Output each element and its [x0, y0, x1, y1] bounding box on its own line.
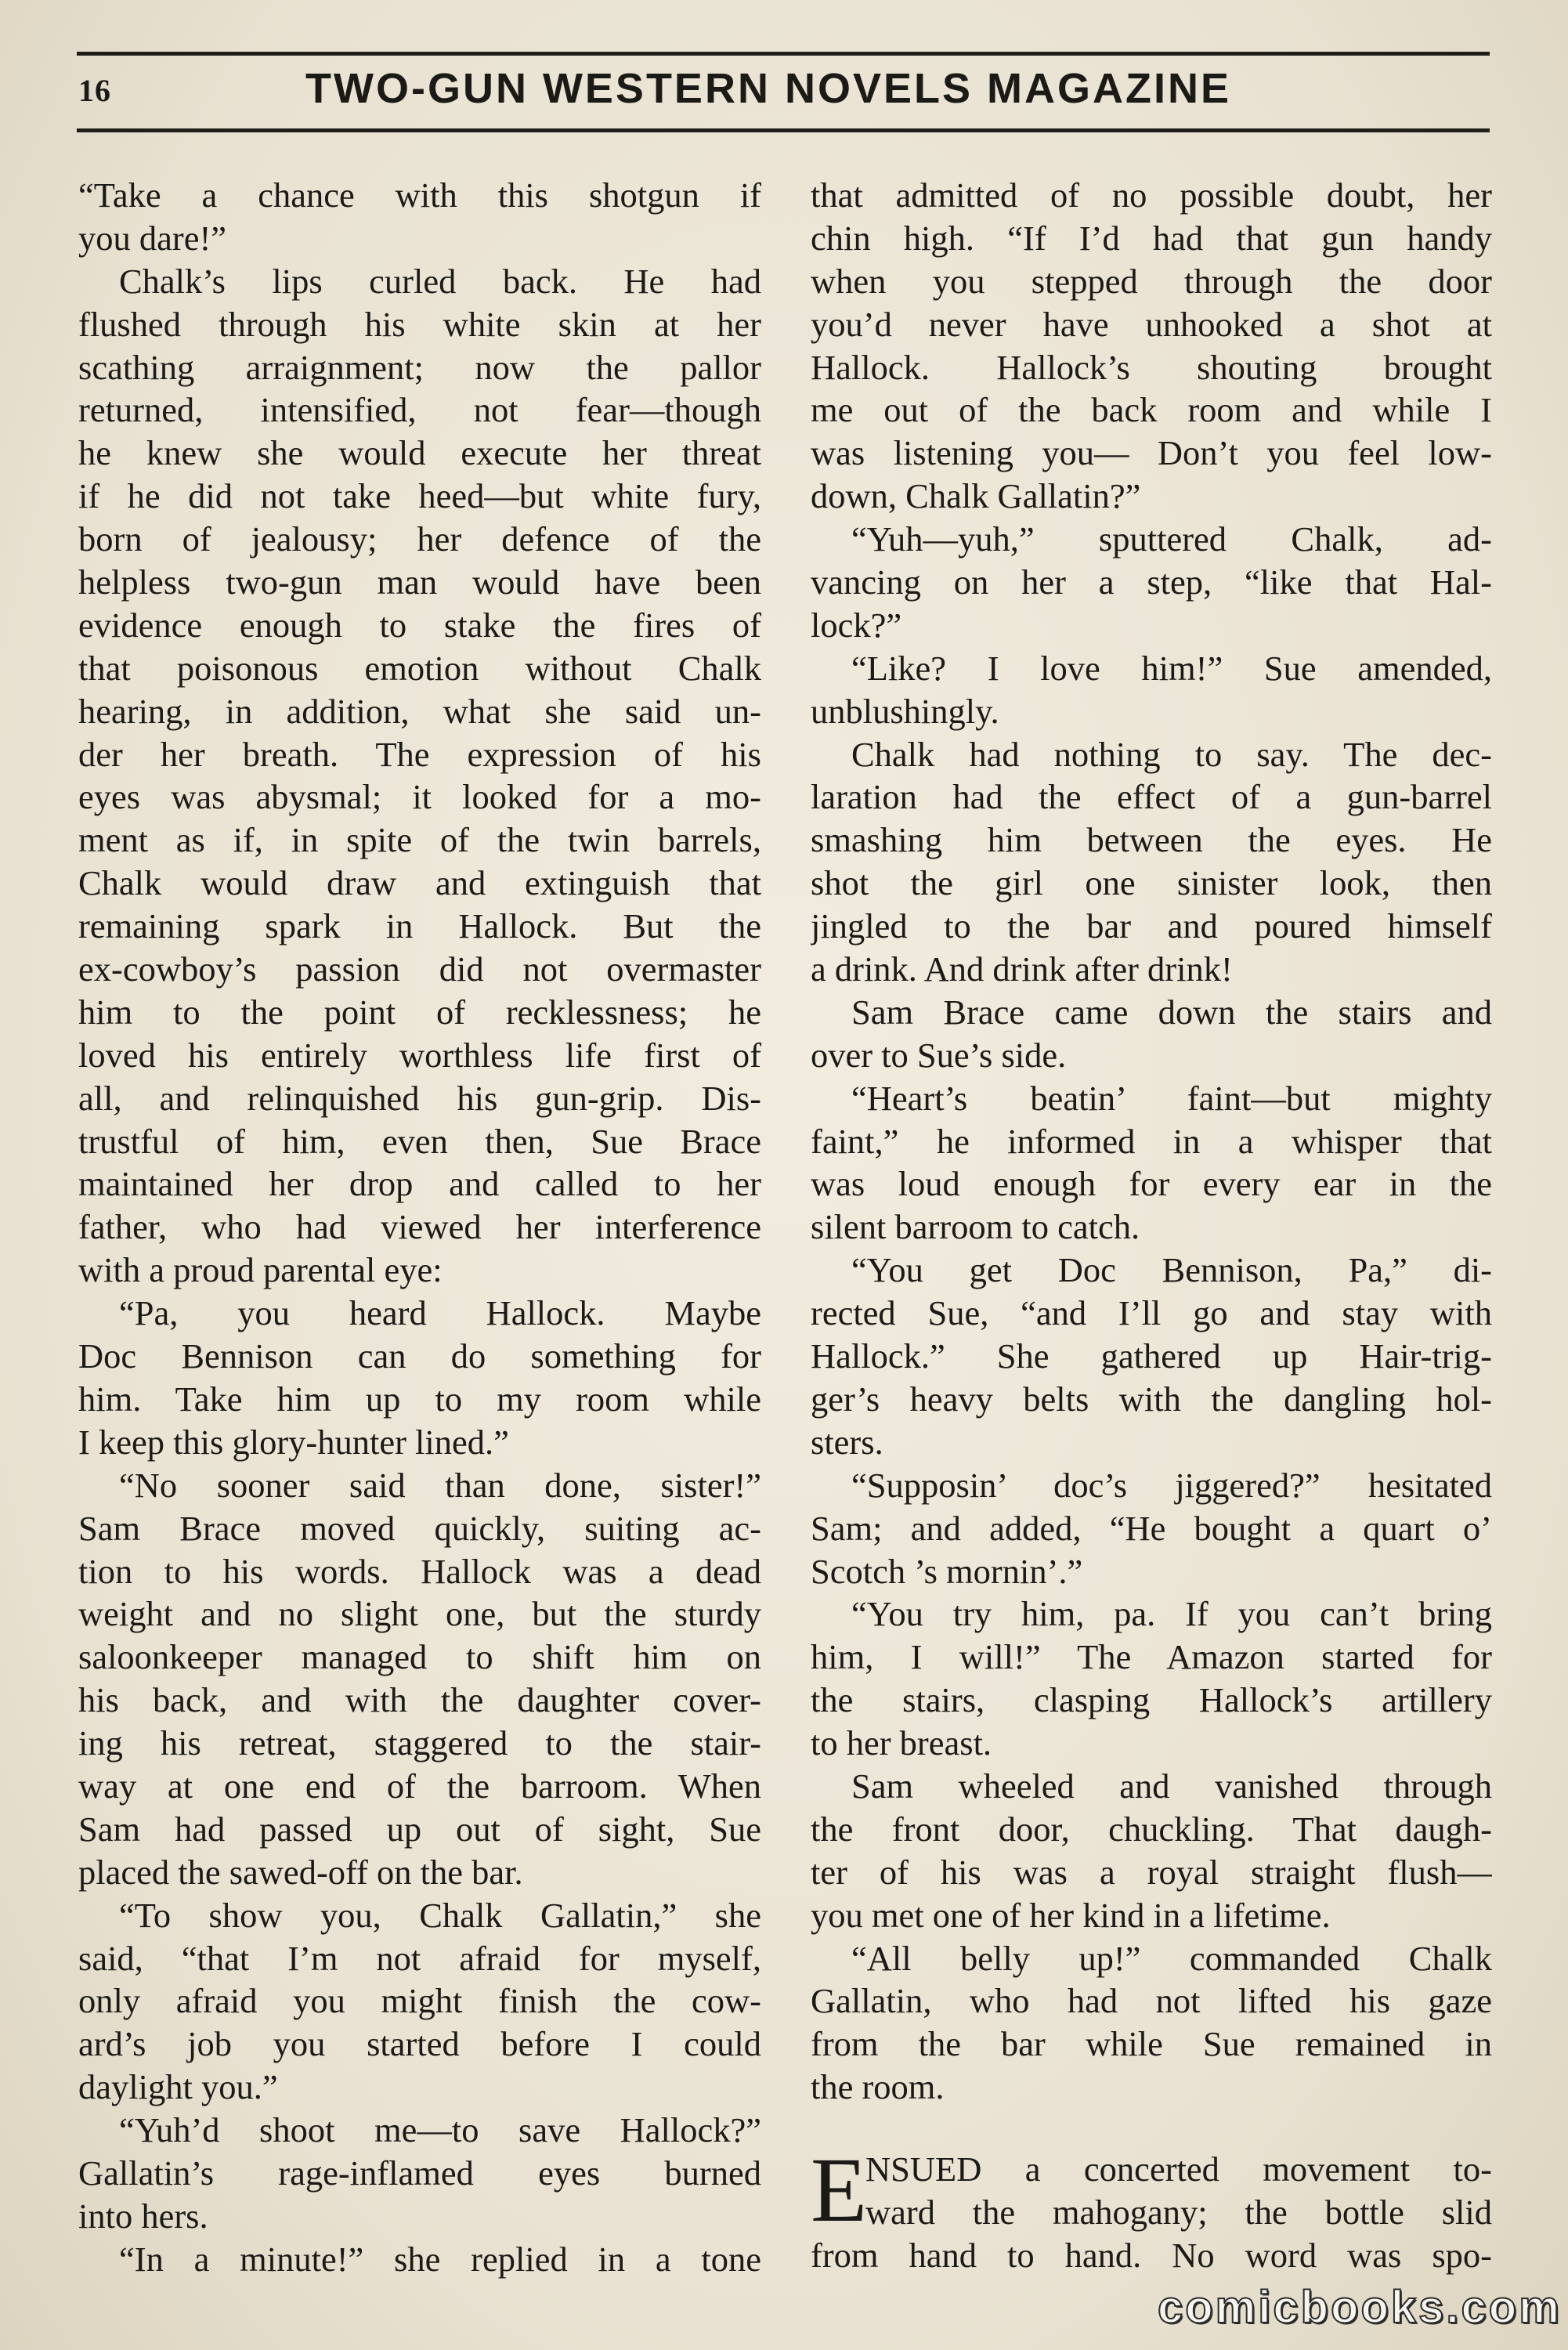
- text-line: der her breath. The expression of his: [78, 734, 761, 774]
- text-line: way at one end of the barroom. When: [78, 1766, 761, 1806]
- text-line: Doc Bennison can do something for: [78, 1336, 761, 1376]
- text-line: tion to his words. Hallock was a dead: [78, 1551, 761, 1591]
- text-line: Chalk would draw and extinguish that: [78, 863, 761, 903]
- text-line: he knew she would execute her threat: [78, 433, 761, 473]
- text-line: laration had the effect of a gun-barrel: [811, 777, 1492, 817]
- text-line: saloonkeeper managed to shift him on: [78, 1637, 761, 1677]
- text-line: “All belly up!” commanded Chalk: [851, 1938, 1492, 1978]
- text-line: smashing him between the eyes. He: [811, 820, 1492, 860]
- text-line: all, and relinquished his gun-grip. Dis-: [78, 1078, 761, 1118]
- text-line: “Pa, you heard Hallock. Maybe: [119, 1293, 761, 1333]
- text-line: jingled to the bar and poured himself: [811, 906, 1492, 946]
- text-line: maintained her drop and called to her: [78, 1164, 761, 1204]
- text-line: “Supposin’ doc’s jiggered?” hesitated: [851, 1465, 1492, 1505]
- text-line: was loud enough for every ear in the: [811, 1164, 1492, 1204]
- text-line: unblushingly.: [811, 691, 999, 731]
- text-line: that admitted of no possible doubt, her: [811, 175, 1492, 215]
- watermark-logo: comicbooks.com: [1158, 2282, 1562, 2333]
- text-line: you’d never have unhooked a shot at: [811, 304, 1492, 344]
- page-number: 16: [78, 73, 111, 108]
- text-line: scathing arraignment; now the pallor: [78, 347, 761, 387]
- text-line: “Like? I love him!” Sue amended,: [851, 648, 1492, 688]
- header-rule-bottom: [77, 128, 1490, 132]
- text-line: the front door, chuckling. That daugh-: [811, 1809, 1492, 1849]
- text-line: you dare!”: [78, 218, 227, 258]
- text-line: him to the point of recklessness; he: [78, 992, 761, 1032]
- text-line: NSUED a concerted movement to-: [865, 2149, 1492, 2189]
- text-line: chin high. “If I’d had that gun handy: [811, 218, 1492, 258]
- text-line: his back, and with the daughter cover-: [78, 1680, 761, 1720]
- text-line: a drink. And drink after drink!: [811, 949, 1233, 989]
- text-line: father, who had viewed her interference: [78, 1207, 761, 1247]
- text-line: placed the sawed-off on the bar.: [78, 1852, 523, 1892]
- text-line: from hand to hand. No word was spo-: [811, 2235, 1492, 2275]
- left-text-column: [78, 174, 761, 2312]
- drop-cap-letter: E: [811, 2138, 868, 2242]
- text-line: him, I will!” The Amazon started for: [811, 1637, 1492, 1677]
- text-line: ger’s heavy belts with the dangling hol-: [811, 1379, 1492, 1419]
- text-line: “No sooner said than done, sister!”: [119, 1465, 761, 1505]
- text-line: Gallatin, who had not lifted his gaze: [811, 1981, 1492, 2021]
- text-line: trustful of him, even then, Sue Brace: [78, 1121, 761, 1161]
- text-line: helpless two-gun man would have been: [78, 562, 761, 602]
- text-line: faint,” he informed in a whisper that: [811, 1121, 1492, 1161]
- text-line: I keep this glory-hunter lined.”: [78, 1422, 509, 1462]
- text-line: me out of the back room and while I: [811, 390, 1492, 430]
- text-line: Sam wheeled and vanished through: [851, 1766, 1492, 1806]
- text-line: said, “that I’m not afraid for myself,: [78, 1938, 761, 1978]
- text-line: “Yuh—yuh,” sputtered Chalk, ad-: [851, 519, 1492, 559]
- text-line: the room.: [811, 2067, 945, 2107]
- text-line: when you stepped through the door: [811, 261, 1492, 301]
- text-line: lock?”: [811, 605, 902, 645]
- text-line: Sam Brace moved quickly, suiting ac-: [78, 1508, 761, 1548]
- text-line: daylight you.”: [78, 2067, 278, 2107]
- text-line: “You try him, pa. If you can’t bring: [851, 1594, 1492, 1634]
- text-line: evidence enough to stake the fires of: [78, 605, 761, 645]
- text-line: was listening you— Don’t you feel low-: [811, 433, 1492, 473]
- text-line: ter of his was a royal straight flush—: [811, 1852, 1492, 1892]
- text-line: “Heart’s beatin’ faint—but mighty: [851, 1078, 1492, 1118]
- text-line: to her breast.: [811, 1723, 992, 1763]
- text-line: ex-cowboy’s passion did not overmaster: [78, 949, 761, 989]
- text-line: only afraid you might finish the cow-: [78, 1981, 761, 2021]
- text-line: loved his entirely worthless life first of: [78, 1035, 761, 1075]
- text-line: that poisonous emotion without Chalk: [78, 648, 761, 688]
- text-line: sters.: [811, 1422, 883, 1462]
- text-line: “You get Doc Bennison, Pa,” di-: [851, 1250, 1492, 1290]
- text-line: Chalk had nothing to say. The dec-: [851, 734, 1492, 774]
- text-line: vancing on her a step, “like that Hal-: [811, 562, 1492, 602]
- text-line: Hallock. Hallock’s shouting brought: [811, 347, 1492, 387]
- text-line: weight and no slight one, but the sturdy: [78, 1594, 761, 1634]
- text-line: Scotch ’s mornin’.”: [811, 1551, 1083, 1591]
- header-rule-top: [77, 52, 1490, 56]
- text-line: Hallock.” She gathered up Hair-trig-: [811, 1336, 1492, 1376]
- text-line: him. Take him up to my room while: [78, 1379, 761, 1419]
- text-line: “Take a chance with this shotgun if: [78, 175, 761, 215]
- text-line: shot the girl one sinister look, then: [811, 863, 1492, 903]
- text-line: the stairs, clasping Hallock’s artillery: [811, 1680, 1492, 1720]
- text-line: born of jealousy; her defence of the: [78, 519, 761, 559]
- text-line: ard’s job you started before I could: [78, 2024, 761, 2064]
- text-line: into hers.: [78, 2196, 208, 2236]
- text-line: Sam Brace came down the stairs and: [851, 992, 1492, 1032]
- text-line: Sam had passed up out of sight, Sue: [78, 1809, 761, 1849]
- text-line: eyes was abysmal; it looked for a mo-: [78, 777, 761, 817]
- text-line: remaining spark in Hallock. But the: [78, 906, 761, 946]
- text-line: “In a minute!” she replied in a tone: [119, 2239, 761, 2279]
- text-line: down, Chalk Gallatin?”: [811, 476, 1141, 516]
- text-line: Chalk’s lips curled back. He had: [119, 261, 761, 301]
- section-break: [811, 2138, 1492, 2277]
- text-line: ment as if, in spite of the twin barrels,: [78, 820, 761, 860]
- running-head: TWO-GUN WESTERN NOVELS MAGAZINE: [305, 65, 1231, 112]
- text-line: Sam; and added, “He bought a quart o’: [811, 1508, 1492, 1548]
- text-line: you met one of her kind in a lifetime.: [811, 1895, 1331, 1935]
- text-line: hearing, in addition, what she said un-: [78, 691, 761, 731]
- right-column-lines: [811, 174, 1492, 2109]
- text-line: Gallatin’s rage-inflamed eyes burned: [78, 2153, 761, 2193]
- text-line: flushed through his white skin at her: [78, 304, 761, 344]
- text-line: returned, intensified, not fear—though: [78, 390, 761, 430]
- section-break-gap: [811, 2109, 1492, 2148]
- text-line: from the bar while Sue remained in: [811, 2024, 1492, 2064]
- text-line: with a proud parental eye:: [78, 1250, 443, 1290]
- right-text-column: [811, 174, 1492, 2312]
- text-line: ing his retreat, staggered to the stair-: [78, 1723, 761, 1763]
- text-line: rected Sue, “and I’ll go and stay with: [811, 1293, 1492, 1333]
- text-line: if he did not take heed—but white fury,: [78, 476, 761, 516]
- text-line: over to Sue’s side.: [811, 1035, 1067, 1075]
- text-line: silent barroom to catch.: [811, 1207, 1140, 1247]
- text-line: “Yuh’d shoot me—to save Hallock?”: [119, 2110, 761, 2150]
- text-line: “To show you, Chalk Gallatin,” she: [119, 1895, 761, 1935]
- text-line: ward the mahogany; the bottle slid: [865, 2192, 1492, 2232]
